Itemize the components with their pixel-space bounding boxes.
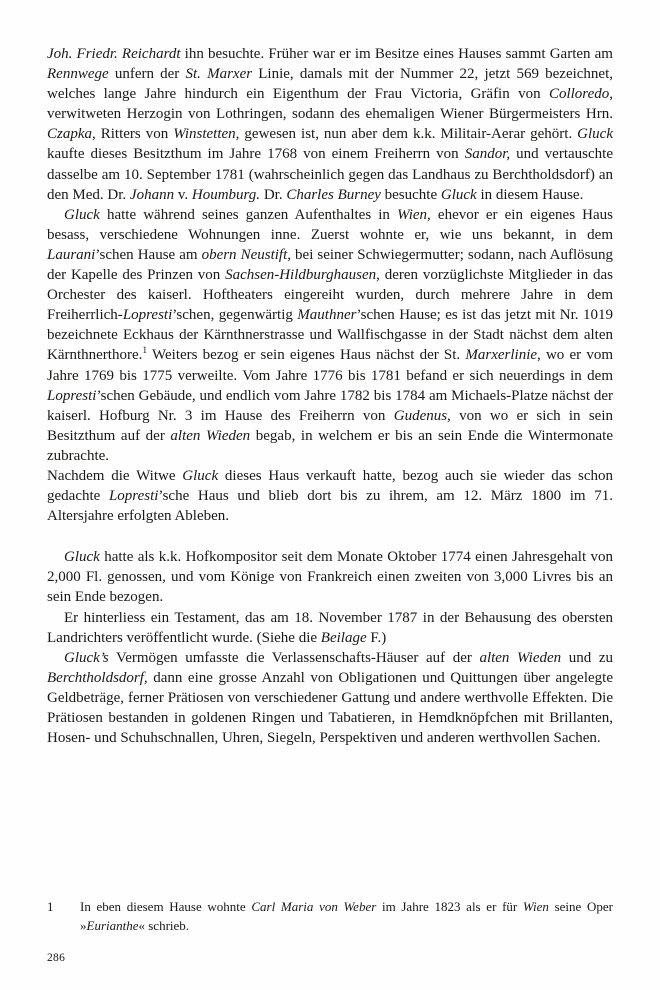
footnote-ref: 1: [142, 346, 148, 357]
paragraph: Nachdem die Witwe Gluck dieses Haus verkauft hatte, bezog auch sie wieder das schon gedachte Lopresti’sche Haus und blieb dort bis zu ihrem, am 12. März 1800 im 71. Altersjahre erfolgten Ableben.: [47, 467, 613, 525]
paragraph: Joh. Friedr. Reichardt ihn besuchte. Früher war er im Besitze eines Hauses sammt Garten am Rennwege unfern der St. Marxer Linie, damals mit der Nummer 22, jetzt 569 bezeichnet, welches lange Jahre hindurch ein Eigenthum der Frau Victoria, Gräfin von Colloredo, verwitweten Herzogin von Lothringen, sodann des ehemaligen Wiener Bürgermeisters Hrn. Czapka, Ritters von Winstetten, gewesen ist, nun aber dem k.k. Militair-Aerar gehört. Gluck kaufte dieses Besitzthum im Jahre 1768 von einem Freiherrn von Sandor, und vertauschte dasselbe am 10. September 1781 (wahrscheinlich gegen das Landhaus zu Berchtholdsdorf) an den Med. Dr. Johann v. Houmburg. Dr. Charles Burney besuchte Gluck in diesem Hause.: [47, 46, 613, 203]
paragraph: Gluck hatte als k.k. Hofkompositor seit dem Monate Oktober 1774 einen Jahresgehalt von 2,000 Fl. genossen, und vom Könige von Frankreich einen zweiten von 3,000 Livres bis an sein Ende bezogen.: [47, 549, 613, 606]
footnote: [47, 897, 613, 935]
paragraph: Gluck’s Vermögen umfasste die Verlassenschafts-Häuser auf der alten Wieden und zu Berchtholdsdorf, dann eine grosse Anzahl von Obligationen und Quittungen über angelegte Geldbeträge, ferner Prätiosen von verschiedener Gattung und andere werthvolle Effekten. Die Prätiosen bestanden in goldenen Ringen und Tabatieren, in Hemdknöpfchen mit Brillanten, Hosen- und Schuhschnallen, Uhren, Siegeln, Perspektiven und anderen werthvollen Sachen.: [47, 649, 613, 747]
page-number: 286: [47, 952, 66, 964]
paragraphs: [47, 44, 613, 748]
main-text: [47, 44, 613, 748]
footnote-marker: 1: [47, 899, 54, 914]
paragraph: Gluck hatte während seines ganzen Aufenthaltes in Wien, ehevor er ein eigenes Haus besass, verschiedene Wohnungen inne. Zuerst wohnte er, wie uns bekannt, in dem Laurani’schen Hause am obern Neustift, bei seiner Schwiegermutter; sodann, nach Auflösung der Kapelle des Prinzen von Sachsen-Hildburghausen, deren vorzüglichste Mitglieder in das Orchester des kaiserl. Hoftheaters eingereiht wurden, durch mehrere Jahre in dem Freiherrlich-Lopresti’schen, gegenwärtig Mauthner’schen Hause; es ist das jetzt mit Nr. 1019 bezeichnete Eckhaus der Kärnthnerstrasse und Wallfischgasse in der Stadt nächst dem alten Kärnthnerthore.$^1$ Weiters bezog er sein eigenes Haus nächst der St. Marxerlinie, wo er vom Jahre 1769 bis 1775 verweilte. Vom Jahre 1776 bis 1781 befand er sich neuerdings in dem Lopresti’schen Gebäude, und endlich vom Jahre 1782 bis 1784 am Michaels-Platze nächst der kaiserl. Hofburg Nr. 3 im Hause des Freiherrn von Gudenus, von wo er sich in sein Besitzthum auf der alten Wieden begab, in welchem er bis an sein Ende die Wintermonate zubrachte.: [47, 206, 614, 464]
footnote-text: In eben diesem Hause wohnte Carl Maria von Weber im Jahre 1823 als er für Wien seine Oper »Eurianthe« schrieb.: [80, 899, 613, 933]
paragraph: Er hinterliess ein Testament, das am 18. November 1787 in der Behausung des obersten Landrichters veröffentlicht wurde. (Siehe die Beilage F.): [47, 609, 613, 646]
